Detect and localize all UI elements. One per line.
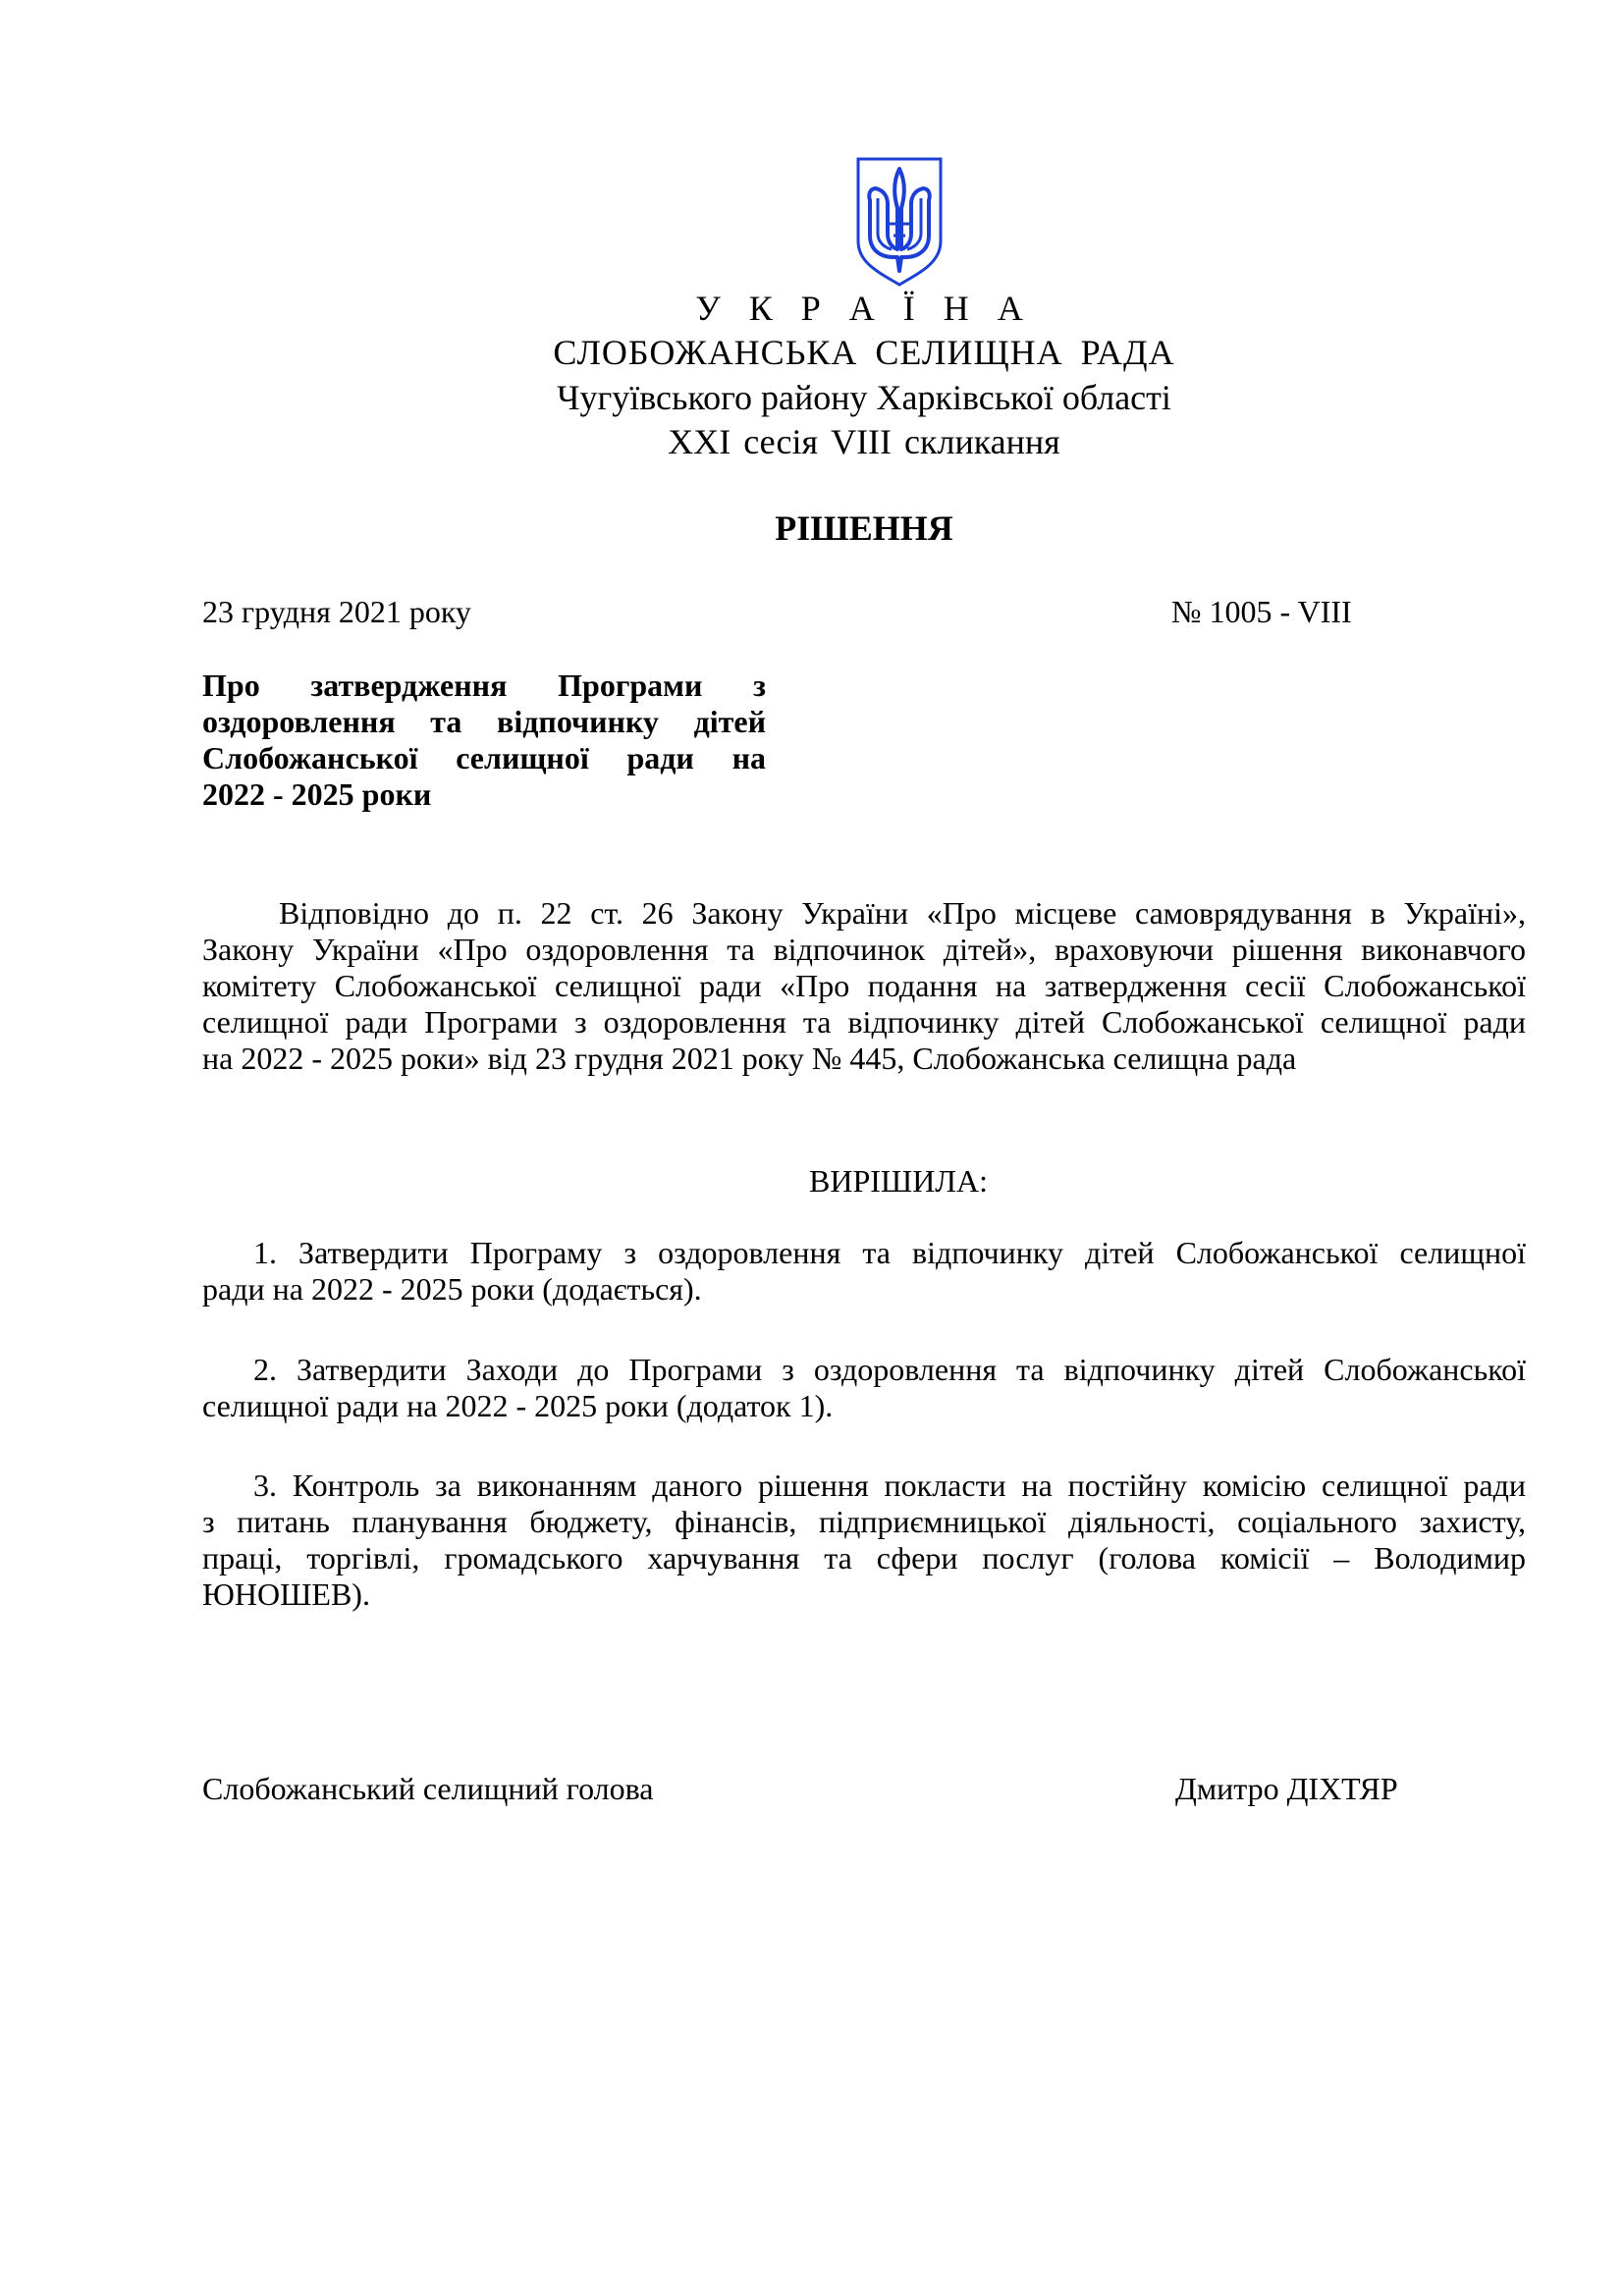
preamble-line: комітету Слобожанської селищної ради «Про подання на затвердження сесії Слобожанської (202, 968, 1526, 1003)
document-number: № 1005 - VIII (1171, 594, 1352, 629)
resolved-heading: ВИРІШИЛА: (809, 1163, 988, 1199)
item-line: 2. Затвердити Заходи до Програми з оздоровлення та відпочинку дітей Слобожанської (253, 1352, 1526, 1387)
preamble-line: на 2022 - 2025 роки» від 23 грудня 2021 року № 445, Слобожанська селищна рада (202, 1041, 1297, 1076)
decision-item-3 (202, 1468, 1526, 1613)
preamble-paragraph (202, 895, 1526, 1077)
header-session: XXI сесія VIII скликання (668, 422, 1060, 461)
signature-name: Дмитро ДІХТЯР (1175, 1771, 1398, 1806)
decision-item-1 (202, 1235, 1526, 1308)
document-type: РІШЕННЯ (775, 508, 953, 548)
document-date: 23 грудня 2021 року (202, 594, 471, 629)
preamble-line: Відповідно до п. 22 ст. 26 Закону України «Про місцеве самоврядування в Україні», (279, 895, 1526, 931)
item-line: праці, торгівлі, громадського харчування та сфери послуг (голова комісії – Володимир (202, 1540, 1526, 1575)
preamble-line: Закону України «Про оздоровлення та відпочинок дітей», враховуючи рішення виконавчого (202, 932, 1526, 967)
item-line: ради на 2022 - 2025 роки (додається). (202, 1271, 702, 1307)
preamble-line: селищної ради Програми з оздоровлення та відпочинку дітей Слобожанської селищної ради (202, 1004, 1526, 1040)
signature-title: Слобожанський селищний голова (202, 1771, 654, 1806)
subject-line: оздоровлення та відпочинку дітей (202, 704, 766, 739)
item-line: селищної ради на 2022 - 2025 роки (додаток 1). (202, 1388, 834, 1423)
item-line: 3. Контроль за виконанням даного рішення покласти на постійну комісію селищної ради (253, 1468, 1526, 1503)
subject-line: Про затвердження Програми з (202, 667, 766, 703)
decision-subject (202, 667, 766, 813)
decision-item-2 (202, 1352, 1526, 1424)
item-line: ЮНОШЕВ). (202, 1576, 370, 1612)
header-district: Чугуївського району Харківської області (557, 378, 1171, 417)
header-country: У К Р А Ї Н А (695, 289, 1033, 328)
header-council: СЛОБОЖАНСЬКА СЕЛИЩНА РАДА (553, 333, 1175, 372)
coat-of-arms-icon (854, 155, 945, 289)
subject-line: 2022 - 2025 роки (202, 776, 432, 812)
item-line: 1. Затвердити Програму з оздоровлення та відпочинку дітей Слобожанської селищної (253, 1235, 1526, 1270)
item-line: з питань планування бюджету, фінансів, підприємницької діяльності, соціального захисту, (202, 1504, 1526, 1539)
subject-line: Слобожанської селищної ради на (202, 740, 766, 775)
